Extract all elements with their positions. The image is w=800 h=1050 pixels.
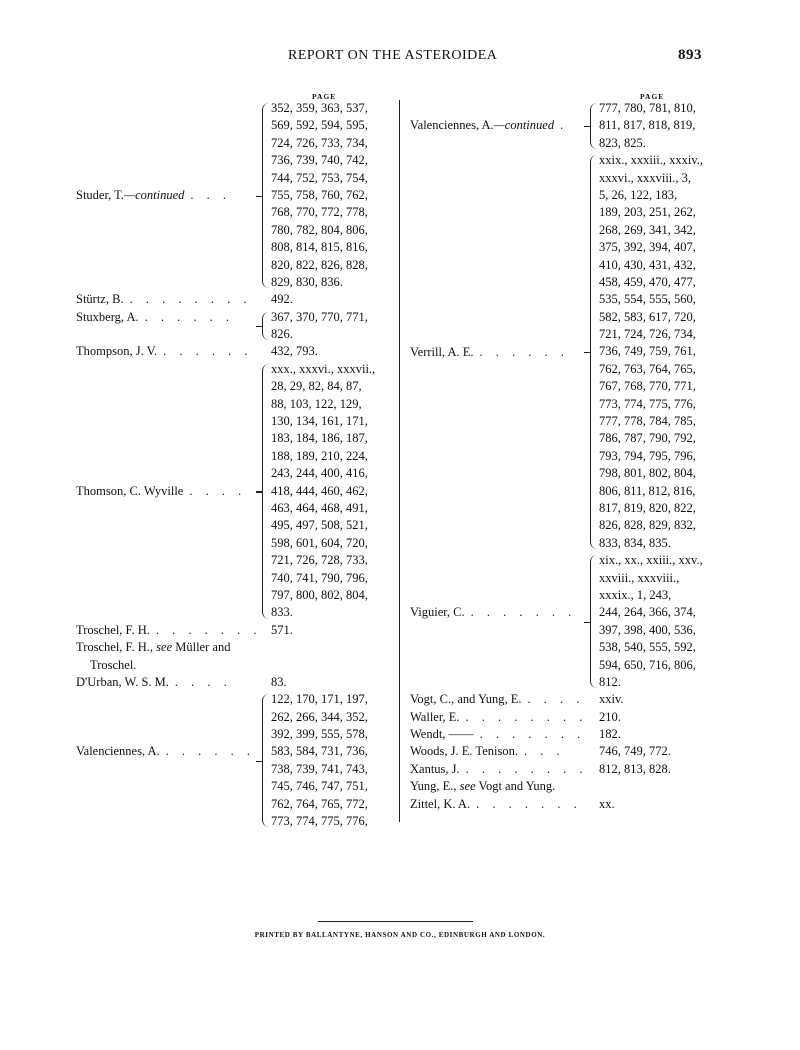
- page-reference-line: 777, 778, 784, 785,: [599, 414, 696, 429]
- page-references: [262, 674, 396, 691]
- entry-name: [410, 761, 588, 778]
- page-reference-line: 829, 830, 836.: [271, 274, 343, 289]
- page-references: [590, 778, 740, 795]
- page-reference-line: 797, 800, 802, 804,: [271, 587, 368, 602]
- entry-name: [76, 187, 231, 204]
- page-references: [590, 552, 740, 691]
- page-reference-line: 817, 819, 820, 822,: [599, 500, 696, 515]
- page-reference-line: [599, 778, 740, 795]
- page-reference-line: 88, 103, 122, 129,: [271, 396, 362, 411]
- index-entry: [410, 726, 740, 743]
- page-references: [590, 709, 740, 726]
- page-reference-line: 418, 444, 460, 462,: [271, 483, 368, 498]
- brace: [262, 103, 269, 288]
- entry-name: [410, 709, 587, 726]
- index-entry: [410, 709, 740, 726]
- page-references: [262, 361, 396, 622]
- entry-author: Troschel, F. H.: [76, 622, 150, 637]
- brace: [262, 694, 269, 827]
- entry-name: [410, 344, 569, 361]
- page-reference-line: 352, 359, 363, 537,: [271, 101, 368, 115]
- page-reference-line: 582, 583, 617, 720,: [599, 309, 696, 324]
- entry-author: Stuxberg, A.: [76, 309, 139, 324]
- page-reference-line: 755, 758, 760, 762,: [271, 187, 368, 202]
- page-reference-line: 777, 780, 781, 810,: [599, 101, 696, 115]
- page-references: [262, 100, 396, 291]
- page-references: [262, 291, 396, 308]
- page-reference-line: 397, 398, 400, 536,: [599, 622, 696, 637]
- page-references: [590, 726, 740, 743]
- index-entry: [76, 622, 396, 639]
- page-reference-line: 767, 768, 770, 771,: [599, 379, 696, 394]
- entry-author: Valenciennes, A.: [410, 118, 494, 133]
- entry-name: [76, 483, 246, 500]
- page-reference-line: 569, 592, 594, 595,: [271, 118, 368, 133]
- column-divider: [399, 100, 400, 822]
- entry-name: [76, 622, 262, 639]
- leader-dots: . . . . . .: [144, 309, 234, 324]
- page-reference-line: 721, 724, 726, 734,: [599, 327, 696, 342]
- page-reference-line: xxx., xxxvi., xxxvii.,: [271, 361, 376, 376]
- entry-author: Wendt, ——: [410, 727, 474, 742]
- page-reference-line: 392, 399, 555, 578,: [271, 727, 368, 742]
- page-reference-line: 5, 26, 122, 183,: [599, 187, 678, 202]
- page-reference-line: 812, 813, 828.: [599, 761, 671, 776]
- page-references: [590, 796, 740, 813]
- page-reference-line: 798, 801, 802, 804,: [599, 466, 696, 481]
- page-references: [262, 657, 396, 674]
- page-reference-line: xxix., xxxiii., xxxiv.,: [599, 153, 704, 168]
- entry-author: Yung, E., see Vogt and Yung.: [410, 779, 556, 794]
- page-reference-line: 183, 184, 186, 187,: [271, 431, 368, 446]
- page-reference-line: 812.: [599, 674, 621, 689]
- index-entry: [410, 743, 740, 760]
- entry-name: [76, 639, 230, 656]
- page-reference-line: 806, 811, 812, 816,: [599, 483, 696, 498]
- entry-name: [410, 604, 576, 621]
- page-reference-line: 740, 741, 790, 796,: [271, 570, 368, 585]
- page-column-label-right: PAGE: [640, 92, 665, 101]
- page-reference-line: 432, 793.: [271, 344, 318, 359]
- page-number: 893: [678, 47, 702, 63]
- page-reference-line: 833.: [271, 605, 293, 620]
- leader-dots: . . . . . .: [165, 744, 256, 759]
- page-references: [590, 152, 740, 552]
- running-title: REPORT ON THE ASTEROIDEA: [288, 48, 498, 63]
- page-reference-line: 83.: [271, 674, 287, 689]
- page-reference-line: 793, 794, 795, 796,: [599, 448, 696, 463]
- leader-dots: . . . . . . . .: [129, 292, 252, 307]
- printer-imprint: PRINTED BY BALLANTYNE, HANSON AND CO., EDINBURGH AND LONDON.: [254, 931, 546, 939]
- index-entry: [410, 152, 740, 552]
- page-reference-line: 535, 554, 555, 560,: [599, 292, 696, 307]
- page-reference-line: 492.: [271, 292, 293, 307]
- index-entry: [76, 657, 396, 674]
- index-entry: [410, 100, 740, 152]
- leader-dots: . . .: [190, 188, 232, 202]
- index-entry: [76, 343, 396, 360]
- page-reference-line: [271, 657, 396, 674]
- leader-dots: . . . .: [527, 692, 585, 707]
- page-column-label-left: PAGE: [312, 92, 337, 101]
- page-references: [590, 100, 740, 152]
- entry-name: [410, 117, 568, 134]
- entry-continued: —continued: [124, 188, 185, 202]
- entry-name: [76, 343, 253, 360]
- page-reference-line: 724, 726, 733, 734,: [271, 135, 368, 150]
- entry-author: Xantus, J.: [410, 761, 460, 776]
- page-reference-line: 721, 726, 728, 733,: [271, 553, 368, 568]
- page-reference-line: 244, 264, 366, 374,: [599, 605, 696, 620]
- page-reference-line: 823, 825.: [599, 135, 646, 150]
- entry-author: Zittel, K. A.: [410, 796, 471, 811]
- entry-name: [76, 309, 234, 326]
- index-entry: [76, 309, 396, 344]
- brace: [590, 155, 597, 549]
- entry-author: D'Urban, W. S. M.: [76, 674, 169, 689]
- entry-name: [410, 778, 555, 795]
- entry-continued: —continued: [493, 118, 555, 133]
- page-reference-line: 583, 584, 731, 736,: [271, 744, 368, 759]
- entry-name: [76, 674, 232, 691]
- index-entry: [76, 691, 396, 830]
- page-reference-line: 463, 464, 468, 491,: [271, 500, 368, 515]
- page-references: [590, 743, 740, 760]
- index-column-right: [410, 100, 740, 813]
- page-reference-line: 811, 817, 818, 819,: [599, 118, 696, 133]
- leader-dots: . . . . . . .: [470, 605, 577, 620]
- brace: [262, 364, 269, 619]
- page-reference-line: 262, 266, 344, 352,: [271, 709, 368, 724]
- page-references: [590, 761, 740, 778]
- leader-dots: . . . . . . .: [476, 796, 582, 811]
- page-reference-line: xxviii., xxxviii.,: [599, 570, 680, 585]
- page-reference-line: 780, 782, 804, 806,: [271, 222, 368, 237]
- index-entry: [76, 639, 396, 656]
- page-reference-line: 130, 134, 161, 171,: [271, 414, 368, 429]
- index-column-left: [76, 100, 396, 830]
- entry-name: [76, 657, 136, 674]
- index-entry: [410, 552, 740, 691]
- page-reference-line: 538, 540, 555, 592,: [599, 640, 696, 655]
- page-reference-line: 122, 170, 171, 197,: [271, 692, 368, 707]
- page-reference-line: 594, 650, 716, 806,: [599, 657, 696, 672]
- page-reference-line: 773, 774, 775, 776,: [599, 396, 696, 411]
- page-references: [262, 622, 396, 639]
- entry-name: [76, 291, 251, 308]
- page-reference-line: 375, 392, 394, 407,: [599, 240, 696, 255]
- page-reference-line: 268, 269, 341, 342,: [599, 222, 696, 237]
- page-reference-line: xxxvi., xxxviii., 3,: [599, 170, 692, 185]
- brace: [590, 103, 597, 149]
- page-reference-line: xx.: [599, 796, 615, 811]
- entry-author: Woods, J. E. Tenison.: [410, 744, 518, 759]
- entry-name: [410, 726, 585, 743]
- index-entry: [410, 796, 740, 813]
- page-reference-line: 762, 764, 765, 772,: [271, 796, 368, 811]
- entry-author: Verrill, A. E.: [410, 344, 474, 359]
- page-references: [262, 309, 396, 344]
- page-reference-line: 495, 497, 508, 521,: [271, 518, 368, 533]
- entry-author: Troschel, F. H., see Müller and: [76, 640, 231, 655]
- page-reference-line: 773, 774, 775, 776,: [271, 814, 368, 829]
- entry-author: Stürtz, B.: [76, 292, 124, 307]
- entry-author: Valenciennes, A.: [76, 744, 160, 759]
- page-reference-line: 746, 749, 772.: [599, 744, 671, 759]
- page-reference-line: 744, 752, 753, 754,: [271, 170, 368, 185]
- index-entry: [76, 674, 396, 691]
- page-references: [262, 691, 396, 830]
- page-reference-line: 808, 814, 815, 816,: [271, 240, 368, 255]
- page-reference-line: 28, 29, 82, 84, 87,: [271, 379, 362, 394]
- brace: [590, 555, 597, 688]
- index-entry: [76, 100, 396, 291]
- leader-dots: .: [560, 118, 569, 133]
- leader-dots: . . . . . . .: [479, 727, 586, 742]
- page-reference-line: [271, 639, 396, 656]
- page-reference-line: 598, 601, 604, 720,: [271, 535, 368, 550]
- entry-author: Studer, T.: [76, 188, 124, 202]
- page-reference-line: xxiv.: [599, 692, 624, 707]
- entry-author: Waller, E.: [410, 709, 460, 724]
- page-reference-line: 367, 370, 770, 771,: [271, 309, 368, 324]
- leader-dots: . . .: [523, 744, 565, 759]
- leader-dots: . . . . . . .: [155, 622, 262, 637]
- running-header: [0, 48, 800, 70]
- index-entry: [76, 361, 396, 622]
- entry-author: Viguier, C.: [410, 605, 465, 620]
- page-reference-line: 738, 739, 741, 743,: [271, 761, 368, 776]
- brace: [262, 312, 269, 341]
- page-reference-line: 210.: [599, 709, 621, 724]
- page-reference-line: xix., xx., xxiii., xxv.,: [599, 553, 703, 568]
- page-reference-line: 768, 770, 772, 778,: [271, 205, 368, 220]
- entry-author: Vogt, C., and Yung, E.: [410, 692, 522, 707]
- entry-author: Thompson, J. V.: [76, 344, 158, 359]
- page-reference-line: 833, 834, 835.: [599, 535, 671, 550]
- page-reference-line: 826.: [271, 327, 293, 342]
- footer-rule: [318, 921, 473, 922]
- index-entry: [410, 761, 740, 778]
- leader-dots: . . . . . . . .: [465, 761, 588, 776]
- entry-author: Troschel.: [90, 657, 137, 672]
- leader-dots: . . . . . .: [479, 344, 569, 359]
- page-reference-line: 458, 459, 470, 477,: [599, 274, 696, 289]
- page-reference-line: 762, 763, 764, 765,: [599, 361, 696, 376]
- leader-dots: . . . .: [174, 674, 232, 689]
- page-reference-line: 188, 189, 210, 224,: [271, 448, 368, 463]
- page-reference-line: 786, 787, 790, 792,: [599, 431, 696, 446]
- page-references: [590, 691, 740, 708]
- page-references: [262, 343, 396, 360]
- page-reference-line: 736, 739, 740, 742,: [271, 153, 368, 168]
- page-reference-line: 826, 828, 829, 832,: [599, 518, 696, 533]
- entry-author: Thomson, C. Wyville: [76, 483, 184, 498]
- page-reference-line: xxxix., 1, 243,: [599, 587, 672, 602]
- page-references: [262, 639, 396, 656]
- page-reference-line: 820, 822, 826, 828,: [271, 257, 368, 272]
- index-entry: [410, 778, 740, 795]
- leader-dots: . . . . . . . .: [465, 709, 588, 724]
- page-reference-line: 182.: [599, 727, 621, 742]
- index-entry: [410, 691, 740, 708]
- leader-dots: . . . . . .: [163, 344, 253, 359]
- index-entry: [76, 291, 396, 308]
- page-reference-line: 745, 746, 747, 751,: [271, 779, 368, 794]
- page-reference-line: 410, 430, 431, 432,: [599, 257, 696, 272]
- entry-name: [76, 743, 255, 760]
- page-reference-line: 571.: [271, 622, 293, 637]
- entry-name: [410, 743, 565, 760]
- entry-name: [410, 796, 582, 813]
- leader-dots: . . . .: [189, 483, 247, 498]
- page-reference-line: 243, 244, 400, 416,: [271, 466, 368, 481]
- page-reference-line: 736, 749, 759, 761,: [599, 344, 696, 359]
- page-reference-line: 189, 203, 251, 262,: [599, 205, 696, 220]
- entry-name: [410, 691, 584, 708]
